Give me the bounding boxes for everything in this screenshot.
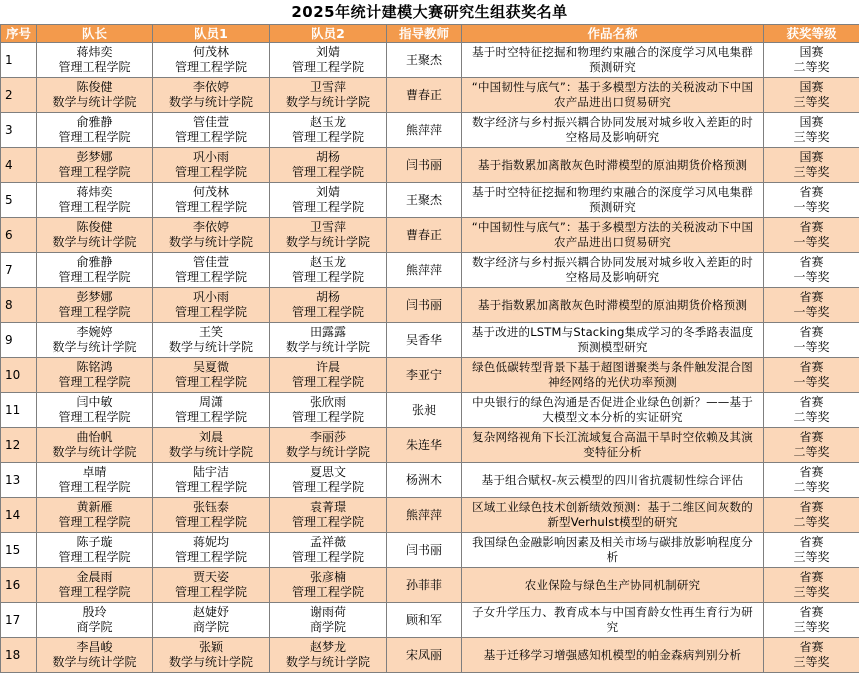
work-title-cell: “中国韧性与底气”：基于多模型方法的关税波动下中国农产品进出口贸易研究 — [462, 78, 764, 113]
member1-cell — [153, 463, 270, 498]
award-cell — [764, 183, 859, 218]
work-title-cell: 基于时空特征挖掘和物理约束融合的深度学习风电集群预测研究 — [462, 43, 764, 78]
leader-cell-line1: 陈俊健 — [76, 220, 113, 234]
leader-cell-line1: 彭梦娜 — [76, 150, 113, 164]
award-cell — [764, 603, 859, 638]
award-cell — [764, 393, 859, 428]
row-number: 9 — [1, 323, 37, 358]
award-cell — [764, 568, 859, 603]
member2-cell-line2: 管理工程学院 — [291, 375, 364, 389]
leader-cell-line1: 闫中敏 — [76, 395, 113, 409]
work-title-cell: 中央银行的绿色沟通是否促进企业绿色创新？——基于大模型文本分析的实证研究 — [462, 393, 764, 428]
work-title-cell: 区域工业绿色技术创新绩效预测：基于二维区间灰数的新型Verhulst模型的研究 — [462, 498, 764, 533]
award-cell-line1: 省赛 — [799, 395, 824, 409]
member2-cell — [270, 463, 387, 498]
member1-cell — [153, 498, 270, 533]
award-cell-line1: 省赛 — [799, 360, 824, 374]
work-title-cell: 复杂网络视角下长江流域复合高温干旱时空依赖及其演变特征分析 — [462, 428, 764, 463]
member2-cell — [270, 43, 387, 78]
member1-cell-line2: 管理工程学院 — [174, 270, 247, 284]
leader-cell-line1: 李婉婷 — [76, 325, 113, 339]
member2-cell-line1: 卫雪萍 — [309, 80, 346, 94]
row-number: 11 — [1, 393, 37, 428]
award-cell-line1: 省赛 — [799, 605, 824, 619]
award-cell — [764, 78, 859, 113]
leader-cell-line2: 管理工程学院 — [58, 550, 131, 564]
member1-cell — [153, 148, 270, 183]
row-number: 2 — [1, 78, 37, 113]
award-cell — [764, 358, 859, 393]
member1-cell-line1: 张钰泰 — [192, 500, 229, 514]
member1-cell — [153, 428, 270, 463]
leader-cell-line2: 管理工程学院 — [58, 60, 131, 74]
table-row — [1, 568, 859, 603]
member2-cell — [270, 78, 387, 113]
table-row — [1, 638, 859, 673]
leader-cell-line2: 管理工程学院 — [58, 515, 131, 529]
award-cell-line2: 三等奖 — [793, 585, 830, 599]
member2-cell — [270, 323, 387, 358]
header-member2: 队员2 — [270, 25, 387, 43]
award-cell-line2: 三等奖 — [793, 655, 830, 669]
award-cell-line2: 三等奖 — [793, 620, 830, 634]
award-cell-line2: 三等奖 — [793, 165, 830, 179]
row-number: 14 — [1, 498, 37, 533]
award-cell-line1: 省赛 — [799, 465, 824, 479]
award-cell — [764, 218, 859, 253]
member2-cell-line1: 胡杨 — [315, 290, 340, 304]
member2-cell — [270, 638, 387, 673]
member1-cell — [153, 43, 270, 78]
member2-cell-line2: 数学与统计学院 — [285, 235, 370, 249]
award-cell-line2: 二等奖 — [793, 480, 830, 494]
work-title-cell: “中国韧性与底气”：基于多模型方法的关税波动下中国农产品进出口贸易研究 — [462, 218, 764, 253]
table-row — [1, 183, 859, 218]
work-title-cell: 绿色低碳转型背景下基于超图谱聚类与条件触发混合图神经网络的光伏功率预测 — [462, 358, 764, 393]
teacher-cell: 闫书丽 — [387, 288, 462, 323]
row-number: 7 — [1, 253, 37, 288]
member2-cell-line1: 李丽莎 — [309, 430, 346, 444]
member2-cell — [270, 393, 387, 428]
leader-cell-line2: 数学与统计学院 — [52, 655, 137, 669]
teacher-cell: 闫书丽 — [387, 148, 462, 183]
table-row — [1, 78, 859, 113]
award-cell-line2: 二等奖 — [793, 410, 830, 424]
table-row — [1, 148, 859, 183]
member1-cell — [153, 568, 270, 603]
member1-cell-line1: 陆宇洁 — [192, 465, 229, 479]
leader-cell — [37, 323, 153, 358]
member2-cell-line1: 田露露 — [309, 325, 346, 339]
leader-cell-line2: 管理工程学院 — [58, 165, 131, 179]
member2-cell — [270, 428, 387, 463]
member2-cell-line1: 卫雪萍 — [309, 220, 346, 234]
page-title: 2025年统计建模大赛研究生组获奖名单 — [291, 3, 568, 21]
leader-cell — [37, 603, 153, 638]
row-number: 17 — [1, 603, 37, 638]
leader-cell-line2: 管理工程学院 — [58, 200, 131, 214]
header-no: 序号 — [1, 25, 37, 43]
table-row — [1, 323, 859, 358]
award-cell-line2: 一等奖 — [793, 200, 830, 214]
award-cell-line1: 省赛 — [799, 185, 824, 199]
teacher-cell: 李亚宁 — [387, 358, 462, 393]
member1-cell-line1: 何茂林 — [192, 45, 229, 59]
award-cell-line2: 一等奖 — [793, 305, 830, 319]
member1-cell-line2: 数学与统计学院 — [168, 95, 253, 109]
award-cell — [764, 253, 859, 288]
member2-cell-line1: 许晨 — [315, 360, 340, 374]
row-number: 12 — [1, 428, 37, 463]
award-cell — [764, 463, 859, 498]
leader-cell — [37, 183, 153, 218]
award-cell-line2: 二等奖 — [793, 515, 830, 529]
leader-cell-line2: 管理工程学院 — [58, 305, 131, 319]
member2-cell — [270, 218, 387, 253]
leader-cell-line1: 曲怡帆 — [76, 430, 113, 444]
teacher-cell: 张昶 — [387, 393, 462, 428]
award-cell-line2: 一等奖 — [793, 340, 830, 354]
leader-cell-line2: 数学与统计学院 — [52, 235, 137, 249]
teacher-cell: 曹春正 — [387, 218, 462, 253]
member2-cell — [270, 498, 387, 533]
member1-cell-line2: 管理工程学院 — [174, 200, 247, 214]
award-cell-line1: 国赛 — [799, 80, 824, 94]
teacher-cell: 杨洲木 — [387, 463, 462, 498]
member1-cell — [153, 78, 270, 113]
row-number: 15 — [1, 533, 37, 568]
table-row — [1, 113, 859, 148]
leader-cell-line1: 蒋炜奕 — [76, 185, 113, 199]
award-cell-line1: 省赛 — [799, 640, 824, 654]
member1-cell — [153, 183, 270, 218]
award-table — [0, 24, 859, 673]
award-cell-line1: 国赛 — [799, 115, 824, 129]
header-row — [1, 25, 859, 43]
row-number: 10 — [1, 358, 37, 393]
leader-cell-line2: 数学与统计学院 — [52, 445, 137, 459]
award-cell-line2: 三等奖 — [793, 130, 830, 144]
member1-cell-line2: 管理工程学院 — [174, 130, 247, 144]
member2-cell-line1: 刘婧 — [315, 185, 340, 199]
leader-cell — [37, 253, 153, 288]
work-title-cell: 基于组合赋权-灰云模型的四川省抗震韧性综合评估 — [462, 463, 764, 498]
table-row — [1, 288, 859, 323]
table-row — [1, 218, 859, 253]
member1-cell — [153, 323, 270, 358]
award-cell-line2: 三等奖 — [793, 550, 830, 564]
teacher-cell: 王聚杰 — [387, 43, 462, 78]
leader-cell-line1: 彭梦娜 — [76, 290, 113, 304]
award-cell — [764, 148, 859, 183]
leader-cell-line1: 陈俊健 — [76, 80, 113, 94]
table-row — [1, 603, 859, 638]
member2-cell-line1: 刘婧 — [315, 45, 340, 59]
member1-cell-line1: 管佳萱 — [192, 255, 229, 269]
member1-cell — [153, 638, 270, 673]
leader-cell-line1: 俞雅静 — [76, 115, 113, 129]
member1-cell-line1: 刘晨 — [198, 430, 223, 444]
leader-cell — [37, 498, 153, 533]
header-award: 获奖等级 — [764, 25, 859, 43]
work-title-cell: 我国绿色金融影响因素及相关市场与碳排放影响程度分析 — [462, 533, 764, 568]
award-cell-line2: 二等奖 — [793, 445, 830, 459]
member2-cell-line1: 赵玉龙 — [309, 115, 346, 129]
leader-cell-line1: 殷玲 — [82, 605, 107, 619]
header-leader: 队长 — [37, 25, 153, 43]
teacher-cell: 吴香华 — [387, 323, 462, 358]
row-number: 6 — [1, 218, 37, 253]
member1-cell-line1: 赵婕妤 — [192, 605, 229, 619]
member2-cell-line2: 数学与统计学院 — [285, 655, 370, 669]
table-row — [1, 498, 859, 533]
member1-cell-line2: 商学院 — [192, 620, 229, 634]
work-title-cell: 基于改进的LSTM与Stacking集成学习的冬季路表温度预测模型研究 — [462, 323, 764, 358]
member2-cell-line2: 管理工程学院 — [291, 200, 364, 214]
leader-cell — [37, 218, 153, 253]
leader-cell-line2: 管理工程学院 — [58, 410, 131, 424]
teacher-cell: 熊萍萍 — [387, 113, 462, 148]
member1-cell — [153, 253, 270, 288]
work-title-cell: 数字经济与乡村振兴耦合协同发展对城乡收入差距的时空格局及影响研究 — [462, 113, 764, 148]
award-cell-line2: 二等奖 — [793, 60, 830, 74]
member1-cell — [153, 218, 270, 253]
member1-cell-line1: 蒋妮均 — [192, 535, 229, 549]
leader-cell-line2: 管理工程学院 — [58, 375, 131, 389]
award-cell-line1: 省赛 — [799, 220, 824, 234]
award-cell — [764, 288, 859, 323]
header-work: 作品名称 — [462, 25, 764, 43]
member2-cell-line2: 管理工程学院 — [291, 165, 364, 179]
member1-cell-line2: 管理工程学院 — [174, 515, 247, 529]
member2-cell-line2: 管理工程学院 — [291, 550, 364, 564]
leader-cell-line2: 管理工程学院 — [58, 270, 131, 284]
award-cell-line1: 省赛 — [799, 570, 824, 584]
leader-cell — [37, 638, 153, 673]
member2-cell-line2: 管理工程学院 — [291, 270, 364, 284]
table-row — [1, 393, 859, 428]
teacher-cell: 熊萍萍 — [387, 253, 462, 288]
member2-cell-line2: 商学院 — [309, 620, 346, 634]
row-number: 5 — [1, 183, 37, 218]
leader-cell — [37, 568, 153, 603]
table-row — [1, 253, 859, 288]
row-number: 18 — [1, 638, 37, 673]
work-title-cell: 农业保险与绿色生产协同机制研究 — [462, 568, 764, 603]
teacher-cell: 顾和军 — [387, 603, 462, 638]
member1-cell-line1: 贾天姿 — [192, 570, 229, 584]
member2-cell-line2: 管理工程学院 — [291, 130, 364, 144]
table-row — [1, 463, 859, 498]
member2-cell-line2: 数学与统计学院 — [285, 95, 370, 109]
leader-cell — [37, 43, 153, 78]
leader-cell-line1: 卓晴 — [82, 465, 107, 479]
member1-cell-line2: 管理工程学院 — [174, 480, 247, 494]
table-row — [1, 533, 859, 568]
member1-cell-line2: 数学与统计学院 — [168, 340, 253, 354]
member1-cell-line1: 周潇 — [198, 395, 223, 409]
member1-cell-line1: 王笑 — [198, 325, 223, 339]
teacher-cell: 闫书丽 — [387, 533, 462, 568]
member2-cell — [270, 533, 387, 568]
member2-cell-line2: 管理工程学院 — [291, 60, 364, 74]
award-cell-line1: 国赛 — [799, 45, 824, 59]
member2-cell — [270, 288, 387, 323]
leader-cell-line2: 商学院 — [76, 620, 113, 634]
award-cell-line1: 省赛 — [799, 500, 824, 514]
member1-cell-line2: 管理工程学院 — [174, 375, 247, 389]
teacher-cell: 朱连华 — [387, 428, 462, 463]
leader-cell-line1: 蒋炜奕 — [76, 45, 113, 59]
member2-cell-line2: 数学与统计学院 — [285, 445, 370, 459]
member2-cell-line1: 谢雨荷 — [309, 605, 346, 619]
member1-cell-line2: 管理工程学院 — [174, 410, 247, 424]
member2-cell-line2: 管理工程学院 — [291, 515, 364, 529]
award-cell-line2: 一等奖 — [793, 270, 830, 284]
leader-cell-line1: 俞雅静 — [76, 255, 113, 269]
member2-cell-line2: 管理工程学院 — [291, 480, 364, 494]
leader-cell — [37, 113, 153, 148]
leader-cell-line1: 陈铭鸿 — [76, 360, 113, 374]
member1-cell-line1: 管佳萱 — [192, 115, 229, 129]
row-number: 4 — [1, 148, 37, 183]
row-number: 8 — [1, 288, 37, 323]
leader-cell — [37, 393, 153, 428]
member1-cell-line1: 李依婷 — [192, 80, 229, 94]
member2-cell-line2: 管理工程学院 — [291, 305, 364, 319]
leader-cell-line1: 李昌峻 — [76, 640, 113, 654]
award-cell-line2: 三等奖 — [793, 95, 830, 109]
award-cell-line1: 省赛 — [799, 290, 824, 304]
member2-cell — [270, 113, 387, 148]
member2-cell-line1: 胡杨 — [315, 150, 340, 164]
award-cell-line1: 省赛 — [799, 255, 824, 269]
leader-cell — [37, 463, 153, 498]
work-title-cell: 基于时空特征挖掘和物理约束融合的深度学习风电集群预测研究 — [462, 183, 764, 218]
table-row — [1, 358, 859, 393]
member1-cell-line2: 数学与统计学院 — [168, 235, 253, 249]
award-cell-line2: 一等奖 — [793, 235, 830, 249]
leader-cell-line1: 金晨雨 — [76, 570, 113, 584]
teacher-cell: 熊萍萍 — [387, 498, 462, 533]
member1-cell — [153, 288, 270, 323]
member1-cell — [153, 393, 270, 428]
member2-cell-line2: 管理工程学院 — [291, 410, 364, 424]
leader-cell — [37, 148, 153, 183]
award-cell-line2: 一等奖 — [793, 375, 830, 389]
teacher-cell: 王聚杰 — [387, 183, 462, 218]
header-member1: 队员1 — [153, 25, 270, 43]
teacher-cell: 曹春正 — [387, 78, 462, 113]
award-cell — [764, 498, 859, 533]
member1-cell-line1: 吴夏微 — [192, 360, 229, 374]
member2-cell-line1: 张欣雨 — [309, 395, 346, 409]
table-row — [1, 43, 859, 78]
member2-cell-line1: 赵梦龙 — [309, 640, 346, 654]
table-body — [1, 43, 859, 673]
row-number: 16 — [1, 568, 37, 603]
member2-cell — [270, 603, 387, 638]
member2-cell — [270, 358, 387, 393]
award-cell — [764, 638, 859, 673]
leader-cell-line1: 黄新雁 — [76, 500, 113, 514]
leader-cell-line2: 数学与统计学院 — [52, 340, 137, 354]
award-cell-line1: 省赛 — [799, 535, 824, 549]
member1-cell — [153, 113, 270, 148]
member1-cell-line1: 巩小雨 — [192, 150, 229, 164]
member1-cell-line2: 管理工程学院 — [174, 60, 247, 74]
award-cell — [764, 323, 859, 358]
member1-cell-line1: 巩小雨 — [192, 290, 229, 304]
member2-cell-line1: 夏思文 — [309, 465, 346, 479]
work-title-cell: 基于指数累加离散灰色时滞模型的原油期货价格预测 — [462, 148, 764, 183]
award-cell — [764, 533, 859, 568]
member2-cell — [270, 253, 387, 288]
award-cell-line1: 省赛 — [799, 430, 824, 444]
leader-cell — [37, 358, 153, 393]
row-number: 1 — [1, 43, 37, 78]
member1-cell-line2: 数学与统计学院 — [168, 655, 253, 669]
leader-cell-line2: 管理工程学院 — [58, 585, 131, 599]
row-number: 3 — [1, 113, 37, 148]
member2-cell-line1: 孟祥薇 — [309, 535, 346, 549]
leader-cell-line2: 管理工程学院 — [58, 130, 131, 144]
teacher-cell: 孙菲菲 — [387, 568, 462, 603]
member1-cell-line1: 张颖 — [198, 640, 223, 654]
member1-cell — [153, 533, 270, 568]
award-cell-line1: 国赛 — [799, 150, 824, 164]
member2-cell — [270, 183, 387, 218]
header-teacher: 指导教师 — [387, 25, 462, 43]
leader-cell-line2: 数学与统计学院 — [52, 95, 137, 109]
leader-cell — [37, 533, 153, 568]
leader-cell-line1: 陈子璇 — [76, 535, 113, 549]
work-title-cell: 基于指数累加离散灰色时滞模型的原油期货价格预测 — [462, 288, 764, 323]
award-cell-line1: 省赛 — [799, 325, 824, 339]
member2-cell-line2: 管理工程学院 — [291, 585, 364, 599]
leader-cell — [37, 78, 153, 113]
leader-cell — [37, 288, 153, 323]
member1-cell-line2: 管理工程学院 — [174, 550, 247, 564]
member1-cell-line1: 何茂林 — [192, 185, 229, 199]
member1-cell-line2: 管理工程学院 — [174, 585, 247, 599]
award-cell — [764, 113, 859, 148]
work-title-cell: 基于迁移学习增强感知机模型的帕金森病判别分析 — [462, 638, 764, 673]
leader-cell — [37, 428, 153, 463]
member1-cell-line2: 数学与统计学院 — [168, 445, 253, 459]
member1-cell-line2: 管理工程学院 — [174, 305, 247, 319]
member2-cell-line1: 张彦楠 — [309, 570, 346, 584]
leader-cell-line2: 管理工程学院 — [58, 480, 131, 494]
work-title-cell: 子女升学压力、教育成本与中国育龄女性再生育行为研究 — [462, 603, 764, 638]
member2-cell-line1: 袁菁璟 — [309, 500, 346, 514]
member2-cell-line2: 数学与统计学院 — [285, 340, 370, 354]
member2-cell — [270, 568, 387, 603]
row-number: 13 — [1, 463, 37, 498]
member1-cell-line2: 管理工程学院 — [174, 165, 247, 179]
member1-cell — [153, 358, 270, 393]
teacher-cell: 宋凤丽 — [387, 638, 462, 673]
member1-cell-line1: 李依婷 — [192, 220, 229, 234]
table-row — [1, 428, 859, 463]
award-cell — [764, 428, 859, 463]
member1-cell — [153, 603, 270, 638]
member2-cell-line1: 赵玉龙 — [309, 255, 346, 269]
award-cell — [764, 43, 859, 78]
member2-cell — [270, 148, 387, 183]
work-title-cell: 数字经济与乡村振兴耦合协同发展对城乡收入差距的时空格局及影响研究 — [462, 253, 764, 288]
